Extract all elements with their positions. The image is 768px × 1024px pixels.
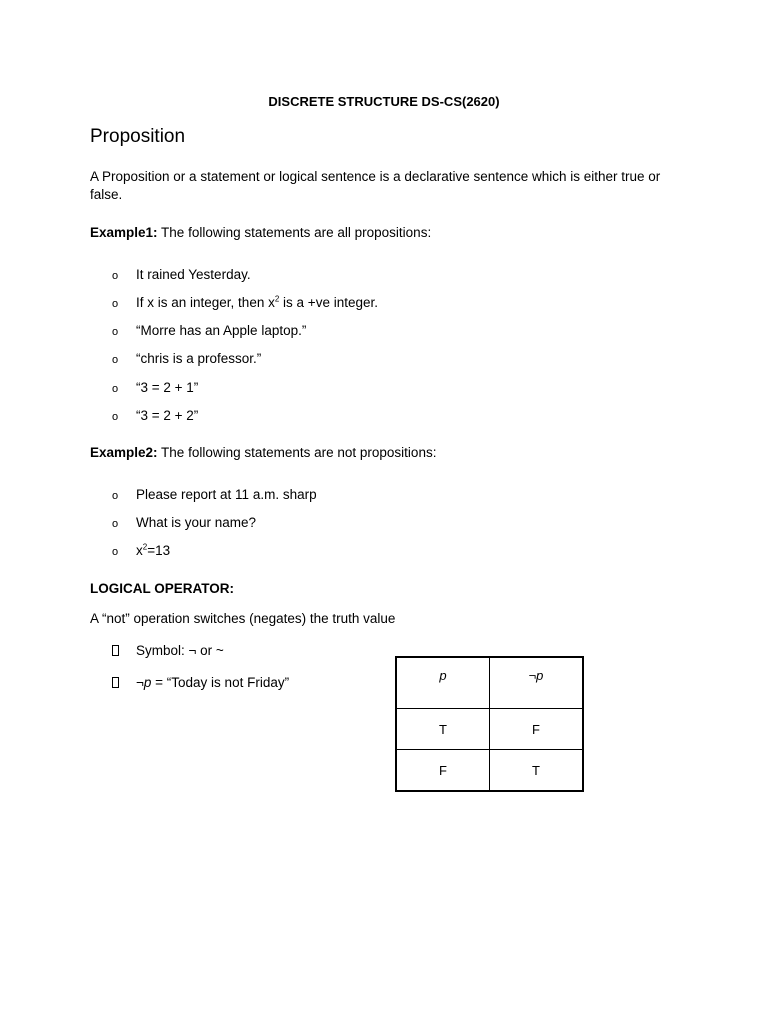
superscript: 2 <box>274 294 280 304</box>
list-bullet: o <box>112 490 119 502</box>
list-bullet: o <box>112 270 119 282</box>
list-bullet: o <box>112 411 119 423</box>
square-bullet-icon <box>112 645 119 656</box>
example2-label: Example2: <box>90 445 158 460</box>
list-bullet: o <box>112 546 119 558</box>
logical-operator-heading: LOGICAL OPERATOR: <box>90 581 235 596</box>
truth-table <box>395 656 584 792</box>
list-item: If x is an integer, then $x^2$ is a +ve integer. <box>136 294 378 310</box>
list-bullet: o <box>112 326 119 338</box>
table-header-p: p <box>396 657 490 709</box>
not-operation-description: A “not” operation switches (negates) the truth value <box>90 611 396 626</box>
list-item: “3 = 2 + 2” <box>136 408 199 423</box>
list-bullet: o <box>112 518 119 530</box>
negation-example: ¬p = “Today is not Friday” <box>136 675 290 690</box>
example1-text: The following statements are all propositions: <box>157 225 432 240</box>
list-item: What is your name? <box>136 515 257 530</box>
table-row <box>396 709 583 750</box>
list-bullet: o <box>112 298 119 310</box>
list-item: “chris is a professor.” <box>136 351 262 366</box>
example2-intro <box>90 444 436 462</box>
table-cell: T <box>396 709 490 750</box>
table-cell: F <box>396 750 490 792</box>
example1-intro <box>90 224 431 242</box>
table-header-not-p: ¬p <box>490 657 584 709</box>
list-item: “Morre has an Apple laptop.” <box>136 323 307 338</box>
list-item: “3 = 2 + 1” <box>136 380 199 395</box>
document-header-title: DISCRETE STRUCTURE DS-CS(2620) <box>268 94 500 109</box>
square-bullet-icon <box>112 677 119 688</box>
list-item: Please report at 11 a.m. sharp <box>136 487 317 502</box>
list-bullet: o <box>112 354 119 366</box>
proposition-definition: A Proposition or a statement or logical sentence is a declarative sentence which is either true or false. <box>90 169 661 202</box>
table-row <box>396 750 583 792</box>
example1-label: Example1: <box>90 225 158 240</box>
list-item: It rained Yesterday. <box>136 267 251 282</box>
superscript: 2 <box>142 542 148 552</box>
table-cell: F <box>490 709 584 750</box>
section-heading-proposition: Proposition <box>90 126 186 147</box>
list-bullet: o <box>112 383 119 395</box>
list-item: $x^2=13$ <box>136 542 171 558</box>
table-header-row <box>396 657 583 709</box>
table-cell: T <box>490 750 584 792</box>
example2-text: The following statements are not propositions: <box>157 445 437 460</box>
symbol-line: Symbol: ¬ or ~ <box>136 643 224 658</box>
